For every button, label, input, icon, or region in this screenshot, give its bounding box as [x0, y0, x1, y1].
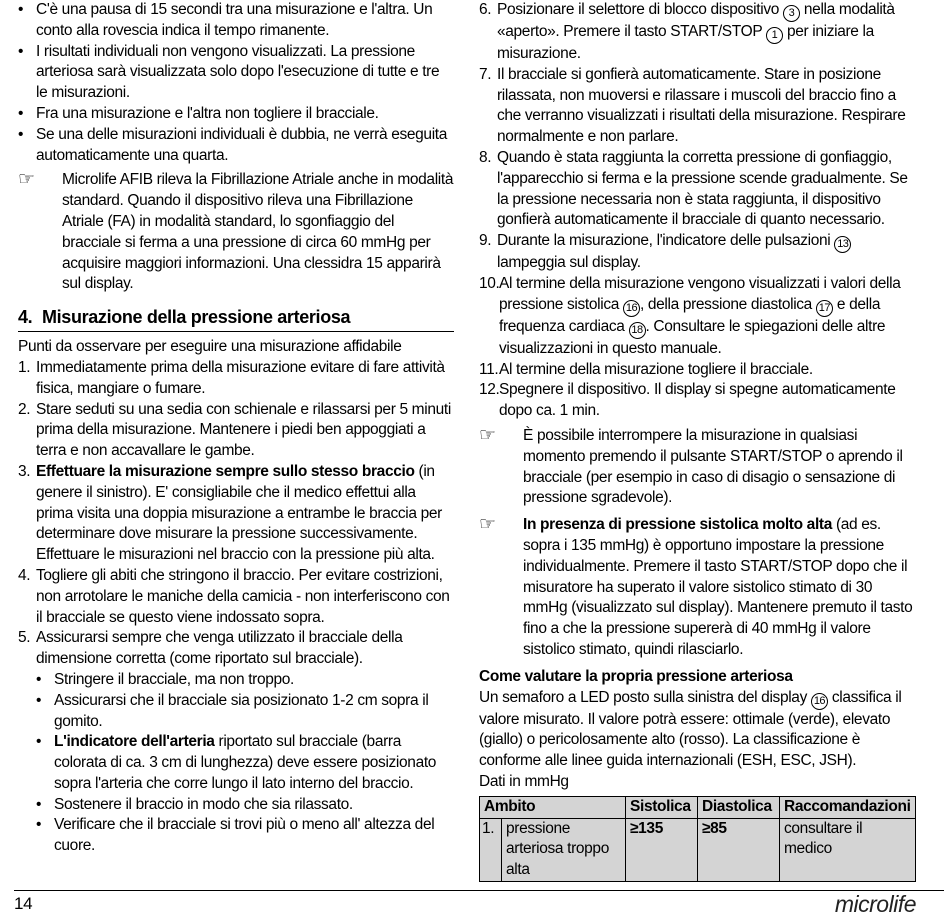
units-label: Dati in mmHg	[479, 772, 569, 790]
table-cell: consultare il medico	[780, 818, 916, 881]
step-6: 6. Posizionare il selettore di blocco dispositivo 3 nella modalità «aperto». Premere il tasto START/STOP 1 per iniziare la misurazione.	[479, 1, 895, 62]
intro-text: Punti da osservare per eseguire una misurazione affidabile	[18, 338, 402, 356]
left-column	[18, 0, 454, 857]
page-number: 14	[14, 894, 33, 913]
step-2: 2. Stare seduti su una sedia con schienale e rilassarsi per 5 minuti prima della misurazione. Mantenere i piedi ben appoggiati a terra e non accavallare le gambe.	[18, 400, 451, 460]
pointing-hand-icon: ☞	[18, 169, 35, 191]
bullet-icon: •	[18, 1, 24, 18]
bullet-item: • Se una delle misurazioni individuali è dubbia, ne verrà eseguita automaticamente una quarta.	[18, 125, 454, 167]
brand-logo: microlife	[834, 891, 916, 917]
ref-number-badge: 1	[766, 27, 783, 44]
step-11: 11. Al termine della misurazione togliere il bracciale.	[479, 360, 813, 378]
step-8: 8. Quando è stata raggiunta la corretta pressione di gonfiaggio, l'apparecchio si ferma e la pressione scende gradualmente. Se la pressione necessaria non è stata raggiunta, il dispositivo gonfierà automaticamente il bracciale di quanto necessario.	[479, 148, 908, 229]
ref-number-badge: 3	[783, 5, 800, 22]
sub-bullet-item: • Stringere il bracciale, ma non troppo.	[18, 670, 454, 691]
table-header-row	[480, 796, 916, 818]
step-10: 10. Al termine della misurazione vengono visualizzati i valori della pressione sistolica 16 , della pressione diastolica 17 e della frequenza cardiaca 18 . Consultare le spiegazioni delle altre visualizzazioni in questo manuale.	[479, 274, 901, 357]
bullet-icon: •	[36, 691, 42, 709]
eval-text: Un semaforo a LED posto sulla sinistra del display 16 classifica il valore misurato. Il valore potrà essere: ottimale (verde), elevato (giallo) o pericolosamente alto (rosso). La classificazione è conforme alle linee guida internazionali (ESH, ESC, JSH).	[479, 688, 902, 770]
bullet-item: • I risultati individuali non vengono visualizzati. La pressione arteriosa sarà visualizzata solo dopo l'esecuzione di tutte e tre le misurazioni.	[18, 42, 454, 104]
table-cell: ≥85	[698, 818, 780, 881]
section-heading: 4. Misurazione della pressione arteriosa	[18, 305, 454, 332]
ref-number-badge: 13	[834, 236, 851, 253]
ref-number-badge: 17	[816, 300, 833, 317]
eval-title: Come valutare la propria pressione arteriosa	[479, 667, 793, 685]
step-3: 3. Effettuare la misurazione sempre sullo stesso braccio (in genere il sinistro). E' consigliabile che il medico effettui alla prima visita una doppia misurazione a entrambe le braccia per determinare dove misurare la pressione successivamente. Effettuare le misurazioni nel braccio con la pressione più alta.	[18, 462, 442, 564]
sub-bullet-item: • Sostenere il braccio in modo che sia rilassato.	[18, 795, 454, 816]
bullet-icon: •	[18, 104, 24, 122]
step-12: 12. Spegnere il dispositivo. Il display si spegne automaticamente dopo ca. 1 min.	[479, 381, 896, 420]
table-header: Diastolica	[698, 796, 780, 818]
bullet-icon: •	[36, 733, 42, 751]
ref-number-badge: 16	[811, 693, 828, 710]
step-7: 7. Il bracciale si gonfierà automaticamente. Stare in posizione rilassata, non muoversi e rilassare i muscoli del braccio fino a che verranno visualizzati i risultati della misurazione. Respirare normalmente e non parlare.	[479, 65, 906, 146]
step-4: 4. Togliere gli abiti che stringono il braccio. Per evitare costrizioni, non arrotolare le maniche della camicia - non interferiscono con il bracciale se questo viene indossato sopra.	[18, 566, 450, 626]
classification-table	[479, 796, 916, 882]
bullet-icon: •	[18, 125, 24, 143]
bullet-item: • C'è una pausa di 15 secondi tra una misurazione e l'altra. Un conto alla rovescia indica il tempo rimanente.	[18, 0, 454, 42]
note-high-pressure: ☞ In presenza di pressione sistolica molto alta (ad es. sopra i 135 mmHg) è opportuno impostare la pressione individualmente. Premere il tasto START/STOP dopo che il misuratore ha superato il valore sistolico stimato di 30 mmHg (visualizzato sul display). Mantenere premuto il tasto fino a che la pressione supererà di 40 mmHg il valore sistolico stimato, quindi rilasciarlo.	[479, 515, 915, 661]
bullet-item: • Fra una misurazione e l'altra non togliere il bracciale.	[18, 104, 454, 125]
ref-number-badge: 18	[629, 322, 646, 339]
sub-bullet-item: • L'indicatore dell'arteria riportato sul bracciale (barra colorata di ca. 3 cm di lunghezza) deve essere posizionato sopra l'arteria che corre lungo il lato interno del braccio.	[18, 732, 454, 794]
pointing-hand-icon: ☞	[479, 514, 496, 536]
table-header: Sistolica	[626, 796, 698, 818]
bullet-icon: •	[36, 795, 42, 813]
ref-number-badge: 16	[623, 300, 640, 317]
table-header: Ambito	[480, 796, 626, 818]
pointing-hand-icon: ☞	[479, 424, 496, 446]
step-9: 9. Durante la misurazione, l'indicatore delle pulsazioni 13 lampeggia sul display.	[479, 231, 915, 274]
table-cell: pressione arteriosa troppo alta	[502, 818, 626, 881]
note-afib: ☞ Microlife AFIB rileva la Fibrillazione Atriale anche in modalità standard. Quando il dispositivo rileva una Fibrillazione Atriale (FA) in modalità standard, lo sgonfiaggio del bracciale si ferma a una pressione di circa 60 mmHg per acquisire maggiori informazioni. Una clessidra 15 apparirà sul display.	[18, 170, 454, 295]
table-row	[480, 818, 916, 881]
sub-bullet-item: • Assicurarsi che il bracciale sia posizionato 1-2 cm sopra il gomito.	[18, 691, 454, 733]
bullet-icon: •	[36, 670, 42, 688]
step-1: 1. Immediatamente prima della misurazione evitare di fare attività fisica, mangiare o fumare.	[18, 358, 445, 397]
sub-bullet-item: • Verificare che il bracciale si trovi più o meno all' altezza del cuore.	[18, 815, 454, 857]
note-stop: ☞ È possibile interrompere la misurazione in qualsiasi momento premendo il pulsante START/STOP o aprendo il bracciale (per esempio in caso di disagio o sensazione di pressione sgradevole).	[479, 426, 915, 509]
table-cell: 1.	[480, 818, 502, 881]
right-column	[479, 0, 915, 882]
table-header: Raccomandazioni	[780, 796, 916, 818]
footer-divider	[14, 890, 944, 891]
bullet-icon: •	[18, 42, 24, 60]
table-cell: ≥135	[626, 818, 698, 881]
bullet-icon: •	[36, 816, 42, 834]
step-5: 5. Assicurarsi sempre che venga utilizzato il bracciale della dimensione corretta (come riportato sul bracciale).	[18, 629, 403, 668]
